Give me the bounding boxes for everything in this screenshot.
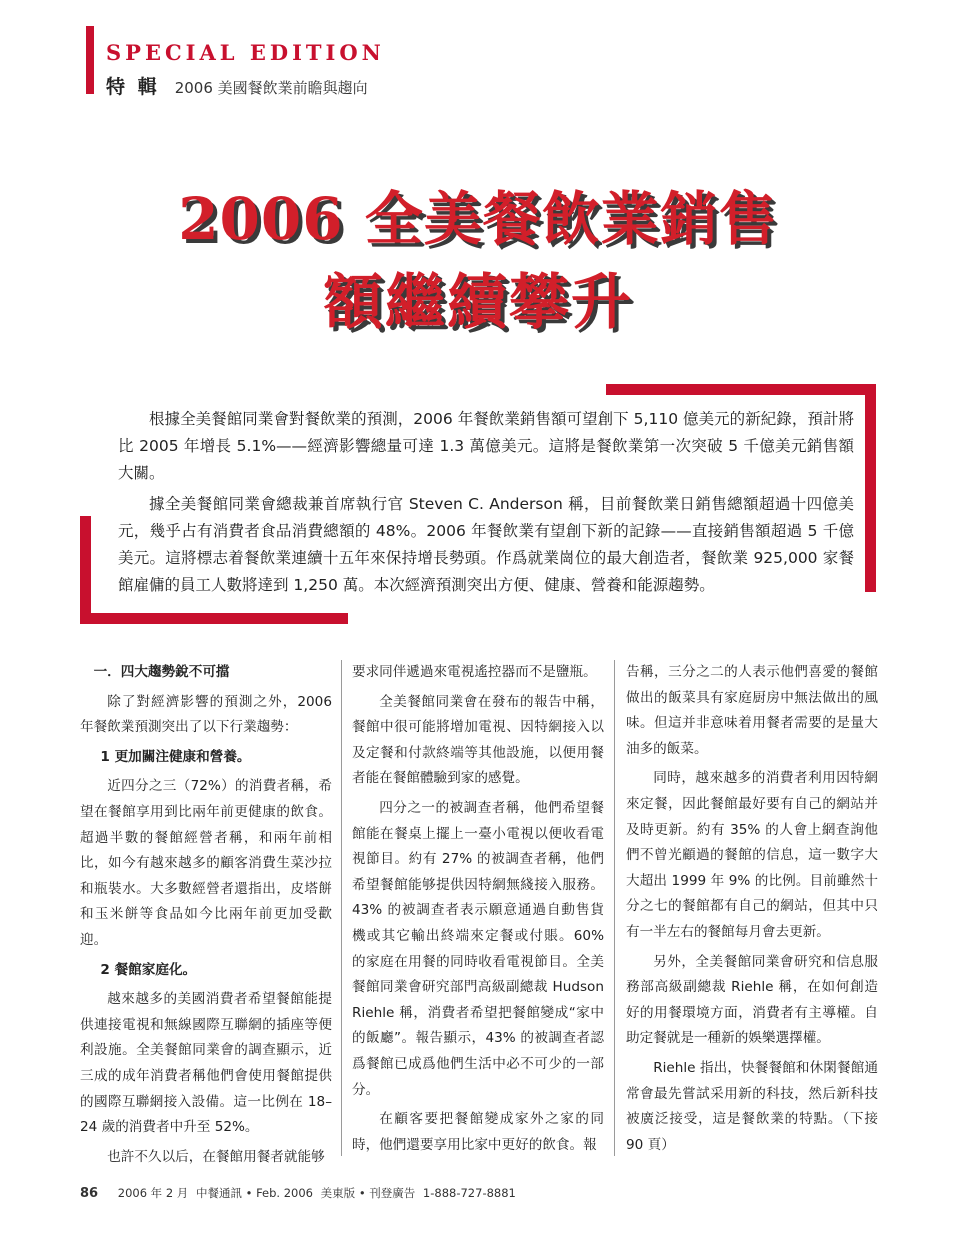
- feature-subtitle: 2006 美國餐飲業前瞻與趨向: [174, 79, 368, 97]
- issue-date: 2006 年 2 月: [117, 1186, 189, 1200]
- subheading: 1 更加關注健康和營養。: [100, 748, 251, 765]
- body-paragraph: 在顧客要把餐館變成家外之家的同時，他們還要享用比家中更好的飲食。報: [352, 1111, 604, 1153]
- body-paragraph: 另外，全美餐館同業會研究和信息服務部高級副總裁 Riehle 稱，在如何創造好的用餐環境方面，消費者有主導權。自助定餐就是一種新的娛樂選擇權。: [626, 953, 878, 1047]
- body-paragraph: 要求同伴遞過來電視遙控器而不是鹽瓶。: [352, 664, 597, 680]
- intro-bracket-top: [606, 384, 876, 395]
- section-heading: 一．四大趨勢銳不可擋: [93, 664, 230, 680]
- intro-paragraph: 根據全美餐館同業會對餐飲業的預測，2006 年餐飲業銷售額可望創下 5,110 億美元的新紀錄，預計將比 2005 年增長 5.1%——經濟影響總量可達 1.3 萬億美元。這將是餐飲業第一次突破 5 千億美元銷售額大關。: [118, 410, 854, 482]
- body-paragraph: 告稱，三分之二的人表示他們喜愛的餐館做出的飯菜具有家庭厨房中無法做出的風味。但這并非意味着用餐者需要的是量大油多的飯菜。: [626, 664, 878, 757]
- article-column-1: [80, 660, 332, 1174]
- page-number: 86: [80, 1186, 99, 1201]
- feature-label: 特 輯: [106, 76, 160, 98]
- ad-phone: 1-888-727-8881: [422, 1186, 516, 1200]
- intro-bracket-left: [80, 516, 91, 624]
- article-title-line-1: 2006 全美餐飲業銷售: [178, 185, 778, 253]
- body-paragraph: Riehle 指出，快餐餐館和休閑餐館通常會最先嘗試采用新的科技，然后新科技被廣泛接受，這是餐飲業的特點。（下接 90 頁）: [626, 1059, 878, 1153]
- body-paragraph: 四分之一的被調查者稱，他們希望餐館能在餐桌上擺上一臺小電視以便收看電視節目。約有 27% 的被調查者稱，他們希望餐館能够提供因特網無綫接入服務。43% 的被調查者表示願意通過自動售貨機或其它輸出終端來定餐或付賬。60% 的家庭在用餐的同時收看電視節目。全美餐館同業會研究部門高級副總裁 Hudson Riehle 稱，消費者希望把餐館變成“家中的飯廳”。報告顯示，43% 的被調查者認爲餐館已成爲他們生活中必不可少的一部分。: [352, 799, 604, 1098]
- header-accent-bar: [86, 26, 94, 94]
- body-paragraph: 也許不久以后，在餐館用餐者就能够: [107, 1148, 325, 1165]
- feature-heading: [106, 72, 368, 99]
- article-column-2: [352, 660, 604, 1162]
- body-paragraph: 同時，越來越多的消費者利用因特網來定餐，因此餐館最好要有自己的網站并及時更新。約有 35% 的人會上網查詢他們不曾光顧過的餐館的信息，這一數字大大超出 1999 年 9% 的比例。目前雖然十分之七的餐館都有自己的網站，但其中只有一半左右的餐館每月會去更新。: [626, 770, 878, 940]
- article-title-line-2: 額繼續攀升: [323, 268, 633, 338]
- publication-name: 中餐通訊 • Feb. 2006: [195, 1186, 314, 1200]
- edition-ad-label: 美東版 • 刊登廣告: [320, 1186, 416, 1200]
- intro-paragraph: 據全美餐館同業會總裁兼首席執行官 Steven C. Anderson 稱，目前餐飲業日銷售總額超過十四億美元，幾乎占有消費者食品消費總額的 48%。2006 年餐飲業有望創下新的記錄——直接銷售額超過 5 千億美元。這將標志着餐飲業連續十五年來保持增長勢頭。作爲就業崗位的最大創造者，餐飲業 925,000 家餐館雇傭的員工人數將達到 1,250 萬。本次經濟預測突出方便、健康、營養和能源趨勢。: [118, 495, 854, 594]
- subheading: 2 餐館家庭化。: [100, 961, 197, 978]
- column-divider: [614, 660, 615, 1156]
- page-footer: [80, 1185, 520, 1201]
- column-divider: [341, 660, 342, 1156]
- body-paragraph: 全美餐館同業會在發布的報告中稱，餐館中很可能將增加電視、因特網接入以及定餐和付款終端等其他設施，以便用餐者能在餐館體驗到家的感覺。: [352, 693, 604, 787]
- body-paragraph: 近四分之三（72%）的消費者稱，希望在餐館享用到比兩年前更健康的飲食。超過半數的餐館經營者稱，和兩年前相比，如今有越來越多的顧客消費生菜沙拉和瓶裝水。大多數經營者還指出，皮塔餅和玉米餅等食品如今比兩年前更加受歡迎。: [80, 778, 332, 948]
- body-paragraph: 越來越多的美國消費者希望餐館能提供連接電視和無線國際互聯網的插座等便利設施。全美餐館同業會的調查顯示，近三成的成年消費者稱他們會使用餐館提供的國際互聯網接入設備。這一比例在 18–24 歲的消費者中升至 52%。: [80, 991, 332, 1136]
- article-column-3: [626, 660, 878, 1162]
- intro-bracket-right: [865, 384, 876, 592]
- intro-bracket-bottom: [80, 613, 348, 624]
- body-paragraph: 除了對經濟影響的預測之外，2006 年餐飲業預測突出了以下行業趨勢：: [80, 693, 332, 736]
- edition-label: SPECIAL EDITION: [106, 40, 385, 65]
- intro-text: [118, 406, 854, 603]
